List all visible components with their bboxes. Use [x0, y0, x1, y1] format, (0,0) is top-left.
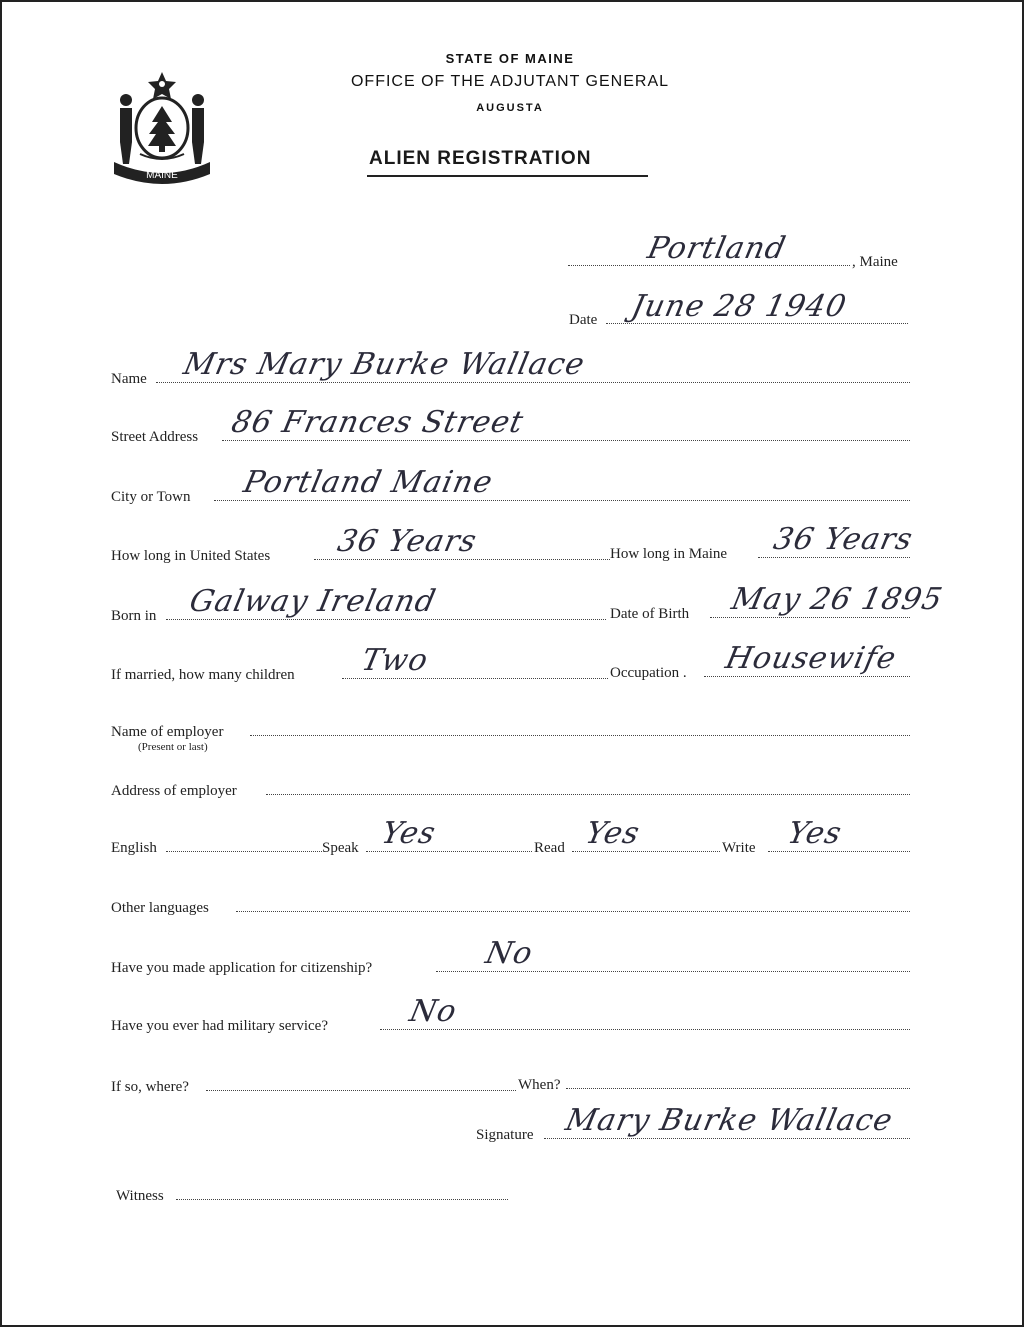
military-label: Have you ever had military service? — [111, 1018, 328, 1034]
employer-address-label: Address of employer — [111, 783, 237, 799]
write-value: Yes — [784, 816, 846, 851]
city-line — [214, 500, 910, 501]
when-label: When? — [518, 1077, 561, 1093]
place-value: Portland — [644, 231, 790, 266]
children-label: If married, how many children — [111, 667, 295, 683]
state-seal-icon — [110, 66, 214, 188]
maine-label: , Maine — [852, 254, 898, 270]
name-line — [156, 382, 910, 383]
seal-banner-text: MAINE — [146, 170, 178, 181]
employer-line — [250, 735, 910, 736]
other-languages-label: Other languages — [111, 900, 209, 916]
employer-label: Name of employer — [111, 724, 224, 740]
citizenship-line — [436, 971, 910, 972]
speak-label: Speak — [322, 840, 359, 856]
street-line — [222, 440, 910, 441]
read-line — [572, 851, 720, 852]
header-office: OFFICE OF THE ADJUTANT GENERAL — [350, 73, 670, 90]
signature-line — [544, 1138, 910, 1139]
how-long-us-label: How long in United States — [111, 548, 271, 564]
street-value: 86 Frances Street — [228, 405, 527, 440]
name-label: Name — [111, 371, 147, 387]
english-line — [166, 851, 322, 852]
children-line — [342, 678, 608, 679]
how-long-maine-value: 36 Years — [770, 522, 917, 557]
other-languages-line — [236, 911, 910, 912]
date-of-birth-label: Date of Birth — [610, 606, 690, 622]
how-long-maine-line — [758, 557, 910, 558]
occupation-value: Housewife — [722, 641, 900, 676]
how-long-us-line — [314, 559, 610, 560]
write-label: Write — [722, 840, 756, 856]
military-value: No — [406, 994, 461, 1029]
born-in-line — [166, 619, 606, 620]
if-so-line — [206, 1090, 516, 1091]
how-long-us-value: 36 Years — [334, 524, 481, 559]
signature-value: Mary Burke Wallace — [562, 1103, 897, 1138]
signature-label: Signature — [476, 1127, 534, 1143]
english-label: English — [111, 840, 157, 856]
header-state: STATE OF MAINE — [445, 51, 575, 66]
occupation-label: Occupation . — [610, 665, 687, 681]
employer-address-line — [266, 794, 910, 795]
date-of-birth-value: May 26 1895 — [728, 582, 946, 617]
born-in-label: Born in — [111, 608, 157, 624]
speak-value: Yes — [378, 816, 440, 851]
name-value: Mrs Mary Burke Wallace — [180, 347, 589, 382]
date-of-birth-line — [710, 617, 910, 618]
read-value: Yes — [582, 816, 644, 851]
date-value: June 28 1940 — [628, 289, 850, 324]
born-in-value: Galway Ireland — [186, 584, 440, 619]
street-label: Street Address — [111, 429, 199, 445]
citizenship-label: Have you made application for citizenship? — [111, 960, 373, 976]
title-underline — [367, 175, 648, 177]
witness-label: Witness — [116, 1188, 164, 1204]
employer-note: (Present or last) — [138, 741, 208, 753]
header-city: AUGUSTA — [476, 102, 544, 114]
how-long-maine-label: How long in Maine — [610, 546, 728, 562]
read-label: Read — [534, 840, 565, 856]
date-label: Date — [569, 312, 598, 328]
citizenship-value: No — [482, 936, 537, 971]
if-so-label: If so, where? — [111, 1079, 189, 1095]
city-label: City or Town — [111, 489, 191, 505]
city-value: Portland Maine — [240, 465, 497, 500]
when-line — [566, 1088, 910, 1089]
speak-line — [366, 851, 532, 852]
military-line — [380, 1029, 910, 1030]
occupation-line — [704, 676, 910, 677]
children-value: Two — [358, 643, 432, 678]
witness-line — [176, 1199, 508, 1200]
write-line — [768, 851, 910, 852]
form-title: ALIEN REGISTRATION — [369, 148, 592, 169]
